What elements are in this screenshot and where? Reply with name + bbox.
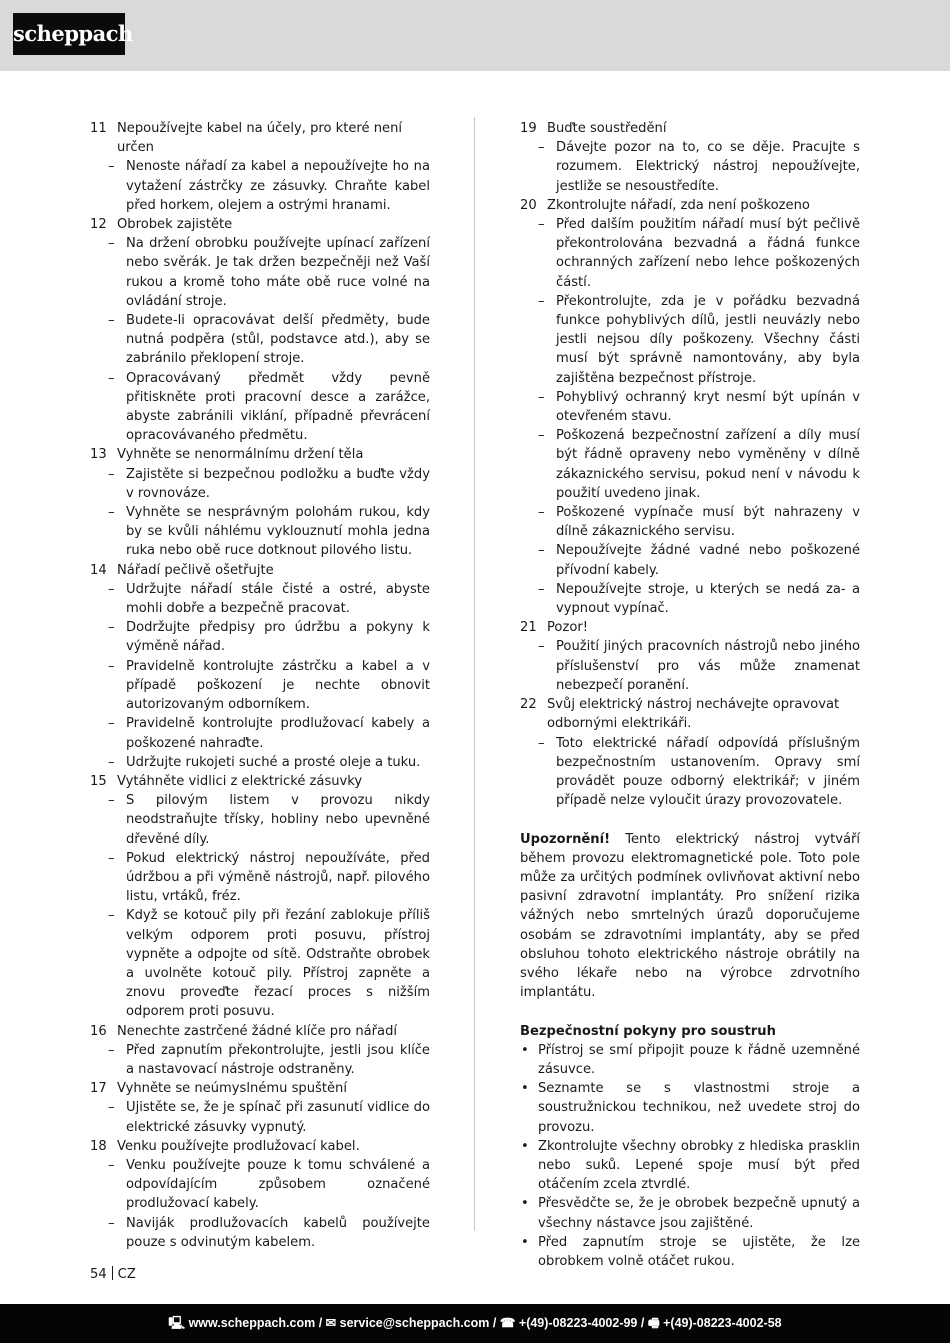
bullet-item: • Před zapnutím stroje se ujistěte, že lze obrobkem volně otáčet rukou. xyxy=(520,1233,860,1271)
section-title xyxy=(520,196,860,215)
phone-icon: ☎︎ xyxy=(499,1316,516,1330)
list-item: – Vyhněte se nesprávným polohám rukou, kdy by se kvůli náhlému vyklouznutí mohla jedna ruka nebo obě ruce dotknout pilového listu. xyxy=(90,503,430,561)
bullet-item: • Přístroj se smí připojit pouze k řádně uzemněné zásuvce. xyxy=(520,1041,860,1079)
safety-section xyxy=(90,1079,430,1137)
safety-section xyxy=(520,695,860,810)
section-title-text: Zkontrolujte nářadí, zda není poškozeno xyxy=(547,197,810,213)
section-title-text: Buďte soustředění xyxy=(547,121,667,136)
list-item: – Použití jiných pracovních nástrojů nebo jiného příslušenství pro vás může znamenat nebezpečí poranění. xyxy=(520,637,860,695)
safety-section xyxy=(90,1137,430,1252)
notice-text: Tento elektrický nástroj vytváří během provozu elektromagnetické pole. Toto pole může za určitých podmínek ovlivňovat aktivní nebo pasivní zdravotní implantáty. Pro snížení rizika vážných nebo smrtelných úrazů doporučujeme osobám se zdravotními implantáty, aby se před obsluhou tohoto elektrického nástroje obrátily na svého lékaře nebo na výrobce zdrvotního implantátu. xyxy=(520,831,860,1001)
section-number: 13 xyxy=(90,447,107,463)
lathe-safety-heading: Bezpečnostní pokyny pro soustruh xyxy=(520,1023,776,1039)
section-title xyxy=(90,1137,430,1156)
list-item: – Na držení obrobku používejte upínací zařízení nebo svěrák. Je tak držen bezpečněji než Vaší rukou a kromě toho máte obě ruce volné na ovládání stroje. xyxy=(90,234,430,311)
list-item: – Budete-li opracovávat delší předměty, bude nutná podpěra (stůl, podstavce atd.), aby se zabránilo překlopení stroje. xyxy=(90,311,430,369)
page-number xyxy=(90,1265,136,1284)
section-number: 17 xyxy=(90,1081,107,1097)
section-title xyxy=(90,561,430,580)
section-title xyxy=(520,618,860,637)
section-number: 22 xyxy=(520,697,537,713)
section-title xyxy=(90,1079,430,1098)
section-number: 16 xyxy=(90,1023,107,1039)
section-title-text: Vytáhněte vidlici z elektrické zásuvky xyxy=(117,773,363,789)
right-sections xyxy=(520,119,860,810)
list-item: – Venku používejte pouze k tomu schválené a odpovídajícím způsobem označené prodlužovací kabely. xyxy=(90,1156,430,1214)
list-item: – Ujistěte se, že je spínač při zasunutí vidlice do elektrické zásuvky vypnutý. xyxy=(90,1098,430,1136)
list-item: – Dávejte pozor na to, co se děje. Pracujte s rozumem. Elektrický nástroj nepoužívejte, jestliže se nesoustředíte. xyxy=(520,138,860,196)
fax-number: +(49)-08223-4002-58 xyxy=(663,1316,782,1330)
email-link[interactable]: service@scheppach.com / xyxy=(339,1316,497,1330)
list-item: – Toto elektrické nářadí odpovídá příslušným bezpečnostním ustanovením. Opravy smí provádět pouze odborný elektrikář; v jiném případě nelze vyloučit úrazy provozovatele. xyxy=(520,734,860,811)
envelope-icon: ✉︎ xyxy=(325,1316,337,1330)
section-title-text: Nepoužívejte kabel na účely, pro které není určen xyxy=(117,121,403,156)
left-column xyxy=(90,119,430,1252)
column-divider xyxy=(474,117,475,1231)
section-title-text: Svůj elektrický nástroj nechávejte opravovat odbornými elektrikáři. xyxy=(547,697,840,732)
bullet-item: • Zkontrolujte všechny obrobky z hlediska prasklin nebo suků. Lepené spoje musí být před otáčením zcela ztvrdlé. xyxy=(520,1137,860,1195)
bullet-item: • Seznamte se s vlastnostmi stroje a soustružnickou technikou, než uvedete stroj do provozu. xyxy=(520,1079,860,1137)
safety-section xyxy=(520,119,860,196)
list-item: – Nepoužívejte stroje, u kterých se nedá za- a vypnout vypínač. xyxy=(520,580,860,618)
section-title xyxy=(90,445,430,464)
section-title xyxy=(90,772,430,791)
list-item: – Nepoužívejte žádné vadné nebo poškozené přívodní kabely. xyxy=(520,541,860,579)
list-item: – Opracovávaný předmět vždy pevně přitiskněte proti pracovní desce a zarážce, abyste zabránili viklání, případně převrácení opracovávaného předmětu. xyxy=(90,369,430,446)
safety-section xyxy=(90,1022,430,1080)
section-title-text: Obrobek zajistěte xyxy=(117,217,233,233)
emf-notice xyxy=(520,830,860,1003)
right-column xyxy=(520,119,860,1271)
section-title xyxy=(90,1022,430,1041)
list-item: – Naviják prodlužovacích kabelů používejte pouze s odvinutým kabelem. xyxy=(90,1214,430,1252)
safety-section xyxy=(90,772,430,1022)
section-title-text: Nenechte zastrčené žádné klíče pro nářadí xyxy=(117,1023,398,1039)
section-title-text: Vyhněte se neúmyslnému spuštění xyxy=(117,1081,347,1097)
website-link[interactable]: www.scheppach.com / xyxy=(188,1316,323,1330)
section-title-text: Pozor! xyxy=(547,620,588,636)
section-number: 18 xyxy=(90,1138,107,1154)
list-item: – Pravidelně kontrolujte zástrčku a kabel a v případě poškození je nechte obnovit autorizovaným odborníkem. xyxy=(90,657,430,715)
contact-footer xyxy=(0,1304,950,1343)
section-number: 19 xyxy=(520,121,537,136)
safety-section xyxy=(90,119,430,215)
list-item: – Překontrolujte, zda je v pořádku bezvadná funkce pohyblivých dílů, jestli neuvázly nebo jestli nejsou díly poškozeny. Všechny části musí být správně namontovány, aby byla zajištěna bezpečnost přístroje. xyxy=(520,292,860,388)
section-title-text: Nářadí pečlivě ošetřujte xyxy=(117,562,274,578)
list-item: – Poškozené vypínače musí být nahrazeny v dílně zákaznického servisu. xyxy=(520,503,860,541)
safety-section xyxy=(90,561,430,772)
section-title-text: Vyhněte se nenormálnímu držení těla xyxy=(117,447,364,463)
list-item: – Zajistěte si bezpečnou podložku a buďte vždy v rovnováze. xyxy=(90,465,430,503)
list-item: – Poškozená bezpečnostní zařízení a díly musí být řádně opraveny nebo vyměněny v dílně zákaznického servisu, pokud není v návodu k použití uvedeno jinak. xyxy=(520,426,860,503)
list-item: – Dodržujte předpisy pro údržbu a pokyny k výměně nářad. xyxy=(90,618,430,656)
section-number: 20 xyxy=(520,197,537,213)
list-item: – Pravidelně kontrolujte prodlužovací kabely a poškozené nahraďte. xyxy=(90,714,430,752)
list-item: – Před dalším použitím nářadí musí být pečlivě překontrolována bezvadná a řádná funkce ochranných zařízení nebo lehce poškozených částí. xyxy=(520,215,860,292)
section-title xyxy=(90,215,430,234)
section-number: 11 xyxy=(90,121,107,136)
section-title xyxy=(90,119,430,157)
list-item: – Nenoste nářadí za kabel a nepoužívejte ho na vytažení zástrčky ze zásuvky. Chraňte kabel před horkem, olejem a ostrými hranami. xyxy=(90,157,430,215)
section-title xyxy=(520,119,860,138)
section-number: 14 xyxy=(90,562,107,578)
list-item: – S pilovým listem v provozu nikdy neodstraňujte třísky, hobliny nebo upevněné dřevěné díly. xyxy=(90,791,430,849)
phone-number: +(49)-08223-4002-99 / xyxy=(518,1316,645,1330)
fax-icon: 🖷︎ xyxy=(647,1316,660,1330)
list-item: – Udržujte nářadí stále čisté a ostré, abyste mohli dobře a bezpečně pracovat. xyxy=(90,580,430,618)
notice-label: Upozornění! xyxy=(520,831,611,847)
safety-section xyxy=(520,618,860,695)
section-title xyxy=(520,695,860,733)
section-number: 12 xyxy=(90,217,107,233)
list-item: – Když se kotouč pily při řezání zablokuje příliš velkým odporem proti posuvu, přístroj vypněte a odpojte od sítě. Odstraňte obrobek a uvolněte kotouč pily. Přístroj zapněte a znovu proveďte řezací proces s nižším odporem proti posuvu. xyxy=(90,906,430,1021)
page-header xyxy=(0,0,950,71)
list-item: – Pokud elektrický nástroj nepoužíváte, před údržbou a při výměně nástrojů, např. pilového listu, vrtáků, fréz. xyxy=(90,849,430,907)
list-item: – Udržujte rukojeti suché a prosté oleje a tuku. xyxy=(90,753,430,772)
section-number: 21 xyxy=(520,620,537,636)
scheppach-logo: scheppach xyxy=(13,13,125,55)
list-item: – Před zapnutím překontrolujte, jestli jsou klíče a nastavovací nástroje odstraněny. xyxy=(90,1041,430,1079)
safety-section xyxy=(520,196,860,618)
safety-section xyxy=(90,215,430,445)
section-title-text: Venku používejte prodlužovací kabel. xyxy=(117,1138,360,1154)
list-item: – Pohyblivý ochranný kryt nesmí být upínán v otevřeném stavu. xyxy=(520,388,860,426)
page-number-value: 54 xyxy=(90,1267,107,1282)
bullet-item: • Přesvědčte se, že je obrobek bezpečně upnutý a všechny nástavce jsou zajištěné. xyxy=(520,1194,860,1232)
computer-icon: 🖳︎ xyxy=(168,1316,186,1330)
safety-section xyxy=(90,445,430,560)
language-code: CZ xyxy=(117,1267,136,1282)
lathe-safety-list xyxy=(520,1041,860,1271)
section-number: 15 xyxy=(90,773,107,789)
